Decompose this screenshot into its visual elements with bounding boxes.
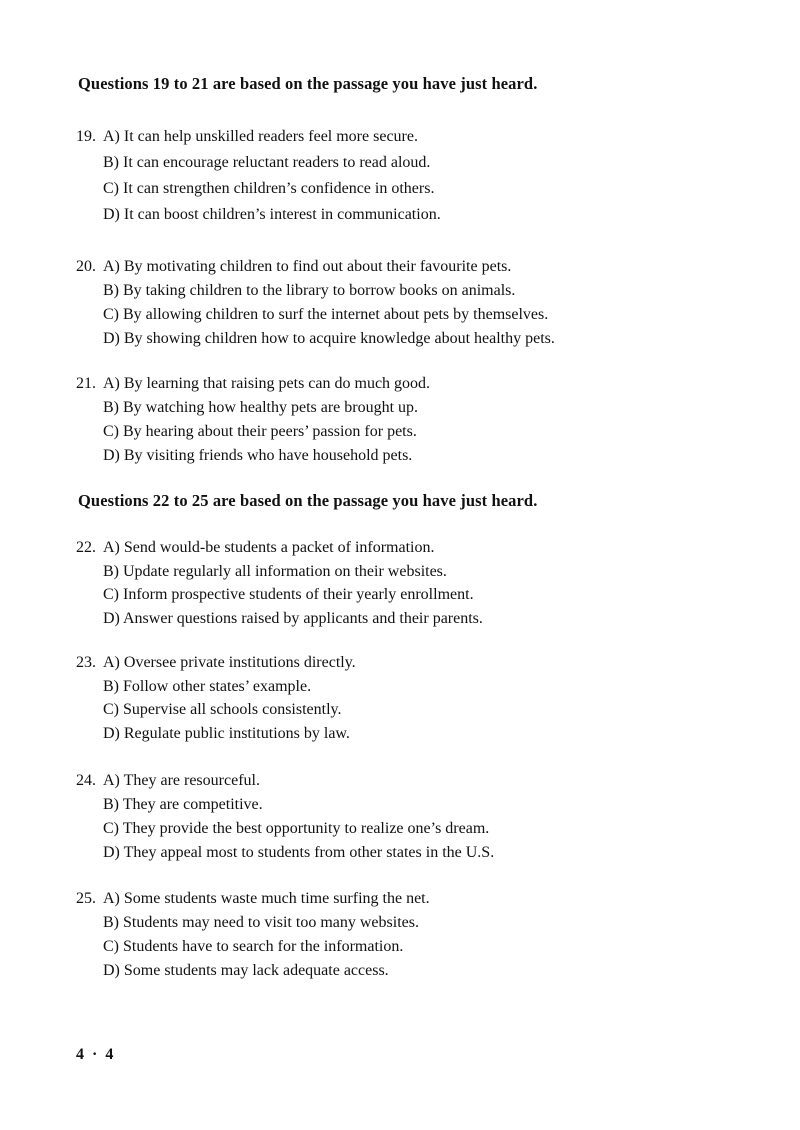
- option-b: B) It can encourage reluctant readers to read aloud.: [103, 154, 431, 171]
- option-d: D) By visiting friends who have household pets.: [103, 447, 413, 464]
- page-number: 4 · 4: [76, 1046, 116, 1063]
- section-heading-19-21: Questions 19 to 21 are based on the passage you have just heard.: [78, 74, 538, 93]
- option-d: D) By showing children how to acquire knowledge about healthy pets.: [103, 330, 555, 347]
- option-d: D) It can boost children’s interest in communication.: [103, 206, 441, 223]
- option-a: A) They are resourceful.: [103, 772, 260, 789]
- option-a: A) By learning that raising pets can do much good.: [103, 375, 431, 392]
- section-heading-22-25: Questions 22 to 25 are based on the passage you have just heard.: [78, 491, 538, 510]
- question-23: [76, 651, 356, 745]
- option-c: C) They provide the best opportunity to realize one’s dream.: [103, 820, 490, 837]
- option-c: C) Supervise all schools consistently.: [103, 701, 342, 718]
- question-number: 23.: [76, 654, 96, 671]
- question-number: 21.: [76, 375, 96, 392]
- option-b: B) They are competitive.: [103, 796, 263, 813]
- option-b: B) Follow other states’ example.: [103, 677, 312, 695]
- question-number: 22.: [76, 539, 96, 556]
- option-b: B) Students may need to visit too many websites.: [103, 914, 419, 931]
- option-c: C) It can strengthen children’s confidence in others.: [103, 180, 435, 197]
- option-c: C) By allowing children to surf the internet about pets by themselves.: [103, 306, 549, 323]
- question-22: [76, 536, 483, 630]
- option-b: B) Update regularly all information on their websites.: [103, 562, 447, 580]
- option-a: A) By motivating children to find out about their favourite pets.: [103, 258, 512, 275]
- option-a: A) Send would-be students a packet of information.: [103, 539, 435, 556]
- option-c: C) By hearing about their peers’ passion for pets.: [103, 423, 417, 440]
- question-number: 20.: [76, 258, 96, 275]
- question-number: 24.: [76, 772, 96, 789]
- question-number: 19.: [76, 128, 96, 145]
- option-b: B) By taking children to the library to borrow books on animals.: [103, 282, 516, 299]
- option-d: D) Regulate public institutions by law.: [103, 724, 350, 742]
- option-a: A) Oversee private institutions directly.: [103, 654, 356, 671]
- option-d: D) They appeal most to students from other states in the U.S.: [103, 844, 495, 861]
- question-20: [76, 255, 555, 351]
- option-d: D) Answer questions raised by applicants and their parents.: [103, 609, 483, 627]
- question-19: [76, 124, 441, 228]
- question-number: 25.: [76, 890, 96, 907]
- option-a: A) Some students waste much time surfing the net.: [103, 890, 430, 907]
- option-a: A) It can help unskilled readers feel more secure.: [103, 128, 418, 145]
- question-24: [76, 769, 494, 865]
- option-c: C) Inform prospective students of their yearly enrollment.: [103, 586, 474, 603]
- option-d: D) Some students may lack adequate access.: [103, 962, 389, 979]
- option-c: C) Students have to search for the information.: [103, 938, 404, 955]
- question-21: [76, 372, 430, 468]
- question-25: [76, 887, 430, 983]
- option-b: B) By watching how healthy pets are brought up.: [103, 399, 419, 416]
